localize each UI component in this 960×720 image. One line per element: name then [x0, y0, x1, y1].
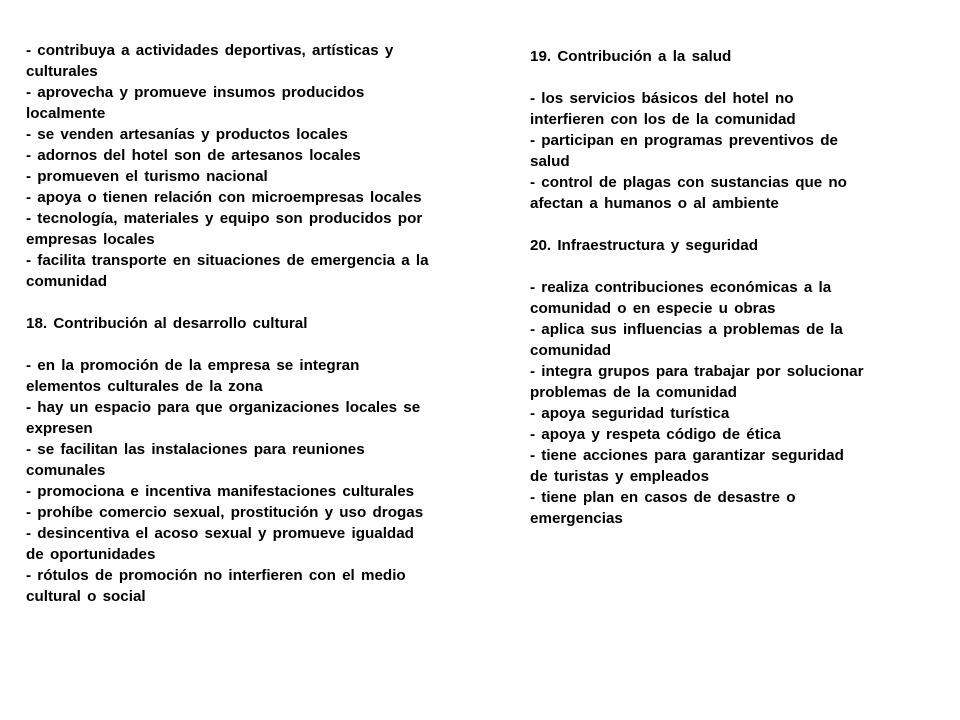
right-column — [530, 46, 875, 529]
list-line: - los servicios básicos del hotel no — [530, 90, 794, 107]
section-20 — [530, 235, 875, 529]
list-line: - facilita transporte en situaciones de emergencia a la — [26, 252, 429, 269]
list-line: - apoya y respeta código de ética — [530, 426, 781, 443]
list-line: - hay un espacio para que organizaciones locales se — [26, 399, 421, 416]
list-line: - apoya o tienen relación con microempresas locales — [26, 189, 422, 206]
list-line: localmente — [26, 105, 106, 122]
list-line: de oportunidades — [26, 546, 156, 563]
left-column — [26, 40, 476, 607]
list-line: comunidad — [530, 342, 612, 359]
list-line: - aprovecha y promueve insumos producidos — [26, 84, 365, 101]
list-line: salud — [530, 153, 570, 170]
list-line: expresen — [26, 420, 93, 437]
spacer — [26, 292, 476, 313]
section-20-heading: 20. Infraestructura y seguridad — [530, 237, 758, 254]
spacer — [26, 334, 476, 355]
list-line: - adornos del hotel son de artesanos locales — [26, 147, 361, 164]
spacer — [530, 256, 875, 277]
list-line: - tiene acciones para garantizar seguridad — [530, 447, 844, 464]
list-line: comunales — [26, 462, 106, 479]
list-line: - control de plagas con sustancias que no — [530, 174, 847, 191]
list-line: - participan en programas preventivos de — [530, 132, 838, 149]
list-line: interfieren con los de la comunidad — [530, 111, 796, 128]
list-line: - se facilitan las instalaciones para reuniones — [26, 441, 365, 458]
list-line: - apoya seguridad turística — [530, 405, 730, 422]
list-line: empresas locales — [26, 231, 155, 248]
list-line: - prohíbe comercio sexual, prostitución y uso drogas — [26, 504, 424, 521]
list-line: elementos culturales de la zona — [26, 378, 263, 395]
spacer — [530, 214, 875, 235]
list-line: - integra grupos para trabajar por solucionar — [530, 363, 864, 380]
list-line: de turistas y empleados — [530, 468, 710, 485]
list-line: - rótulos de promoción no interfieren con el medio — [26, 567, 406, 584]
list-line: - contribuya a actividades deportivas, artísticas y — [26, 42, 394, 59]
spacer — [530, 67, 875, 88]
list-line: - desincentiva el acoso sexual y promueve igualdad — [26, 525, 414, 542]
list-line: problemas de la comunidad — [530, 384, 737, 401]
list-line: - aplica sus influencias a problemas de la — [530, 321, 843, 338]
list-line: emergencias — [530, 510, 623, 527]
list-line: comunidad o en especie u obras — [530, 300, 776, 317]
list-line: - se venden artesanías y productos locales — [26, 126, 348, 143]
list-line: - promueven el turismo nacional — [26, 168, 268, 185]
list-line: - tecnología, materiales y equipo son producidos por — [26, 210, 423, 227]
list-line: - realiza contribuciones económicas a la — [530, 279, 832, 296]
section-19-heading: 19. Contribución a la salud — [530, 48, 732, 65]
section-18 — [26, 313, 476, 607]
list-line: - tiene plan en casos de desastre o — [530, 489, 796, 506]
section-18-heading: 18. Contribución al desarrollo cultural — [26, 315, 308, 332]
section-19 — [530, 46, 875, 214]
list-line: culturales — [26, 63, 98, 80]
list-line: - promociona e incentiva manifestaciones culturales — [26, 483, 415, 500]
list-line: comunidad — [26, 273, 108, 290]
intro-list — [26, 40, 476, 292]
list-line: - en la promoción de la empresa se integran — [26, 357, 360, 374]
list-line: cultural o social — [26, 588, 146, 605]
list-line: afectan a humanos o al ambiente — [530, 195, 779, 212]
